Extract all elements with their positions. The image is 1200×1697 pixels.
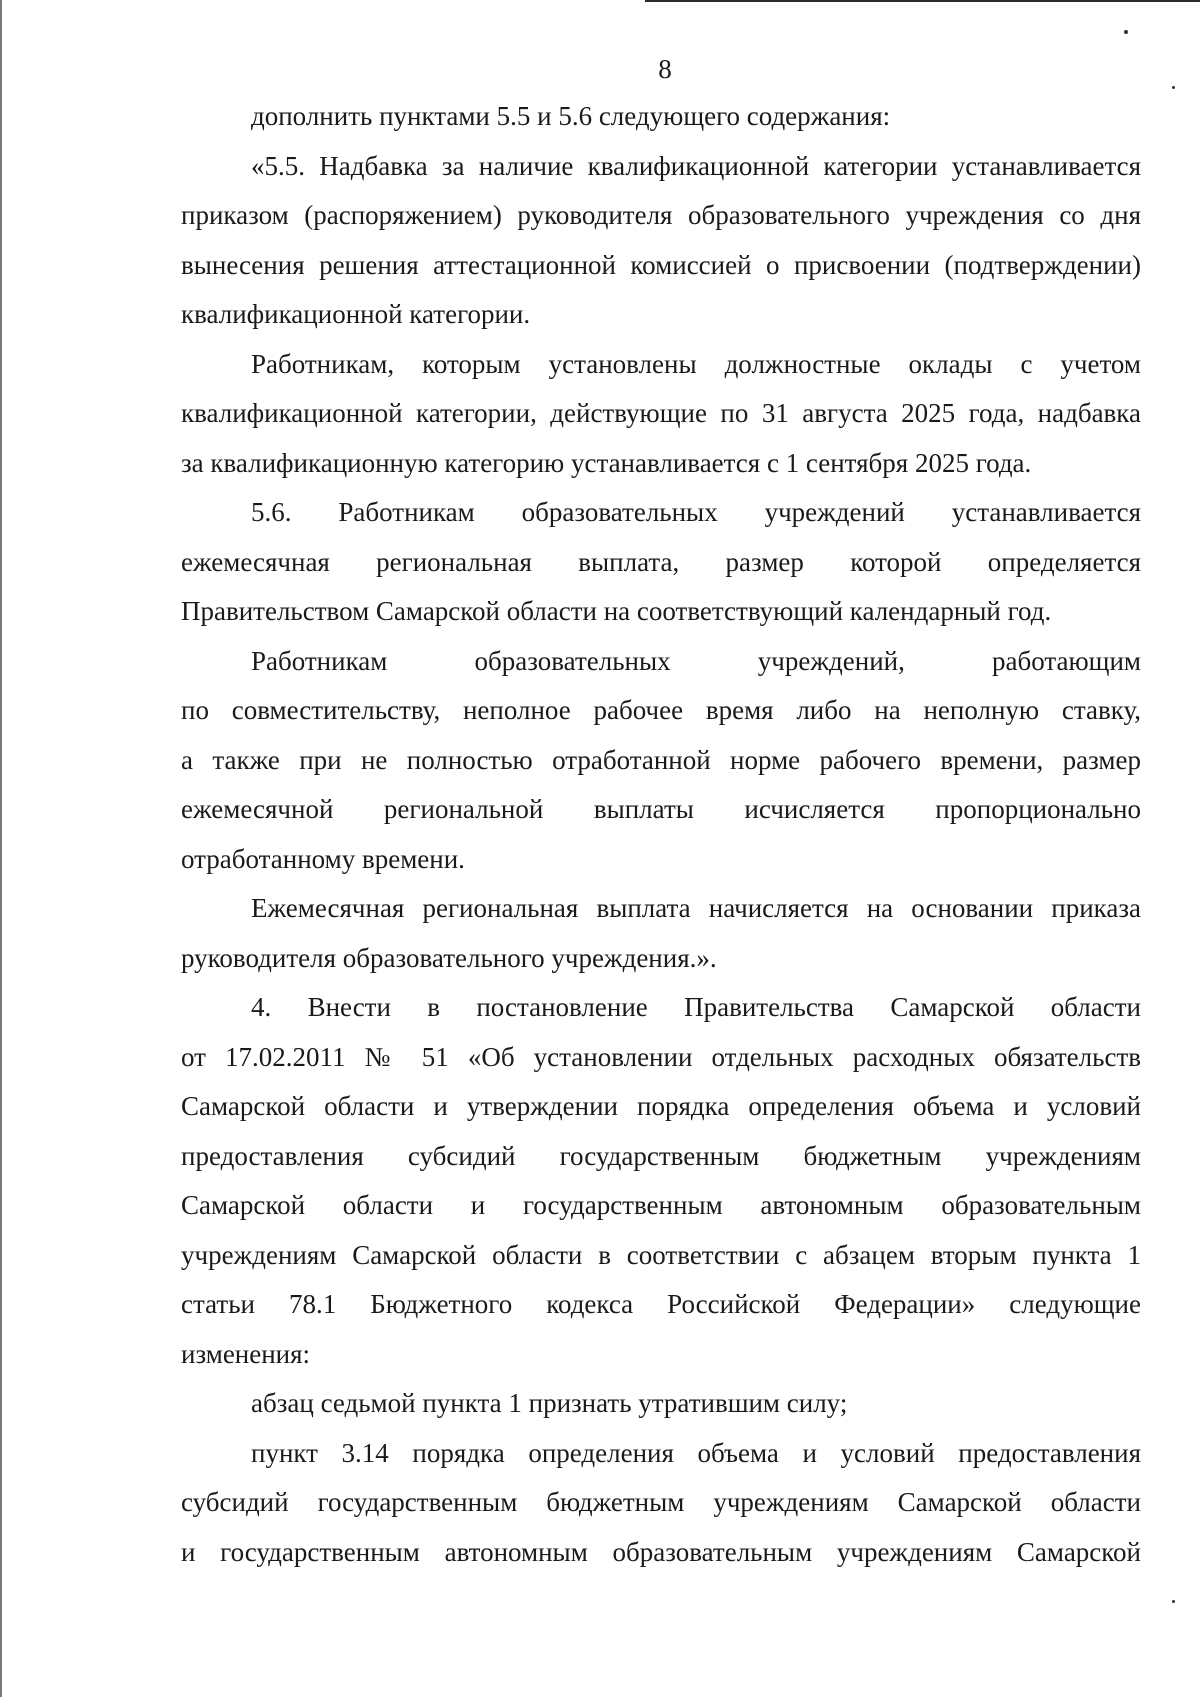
text-line: изменения: bbox=[181, 1338, 311, 1369]
text-line: предоставления субсидий государственным бюджетным учреждениям bbox=[181, 1140, 1141, 1171]
text-line: вынесения решения аттестационной комиссией о присвоении (подтверждении) bbox=[181, 249, 1141, 280]
text-line: «5.5. Надбавка за наличие квалификационной категории устанавливается bbox=[251, 150, 1141, 181]
text-line: субсидий государственным бюджетным учреждениям Самарской области bbox=[181, 1487, 1141, 1517]
scan-speck bbox=[1172, 1600, 1175, 1603]
text-line: Самарской области и утверждении порядка определения объема и условий bbox=[181, 1091, 1141, 1121]
text-line: ежемесячной региональной выплаты исчисляется пропорционально bbox=[181, 794, 1141, 824]
text-line: Ежемесячная региональная выплата начисляется на основании приказа bbox=[251, 893, 1141, 923]
text-line: приказом (распоряжением) руководителя образовательного учреждения со дня bbox=[181, 200, 1141, 230]
text-line: пункт 3.14 порядка определения объема и условий предоставления bbox=[251, 1437, 1141, 1468]
text-line: и государственным автономным образовательным учреждениям Самарской bbox=[181, 1536, 1141, 1567]
text-line: 4. Внести в постановление Правительства Самарской области bbox=[251, 992, 1141, 1022]
text-line: квалификационной категории, действующие по 31 августа 2025 года, надбавка bbox=[181, 398, 1141, 428]
text-line: ежемесячная региональная выплата, размер которой определяется bbox=[181, 546, 1141, 577]
top-rule bbox=[645, 0, 1200, 2]
text-line: дополнить пунктами 5.5 и 5.6 следующего содержания: bbox=[251, 101, 891, 131]
scan-speck bbox=[1172, 86, 1175, 89]
page-left-edge bbox=[0, 0, 2, 1697]
text-line: учреждениям Самарской области в соответствии с абзацем вторым пункта 1 bbox=[181, 1239, 1141, 1270]
text-line: а также при не полностью отработанной норме рабочего времени, размер bbox=[181, 744, 1141, 775]
text-line: Работникам образовательных учреждений, работающим bbox=[251, 645, 1141, 676]
scan-speck bbox=[1124, 30, 1128, 34]
text-line: от 17.02.2011 № 51 «Об установлении отдельных расходных обязательств bbox=[181, 1041, 1141, 1072]
text-line: Работникам, которым установлены должностные оклады с учетом bbox=[251, 348, 1141, 379]
text-line: Правительством Самарской области на соответствующий календарный год. bbox=[181, 596, 1052, 626]
text-line: Самарской области и государственным автономным образовательным bbox=[181, 1190, 1141, 1220]
text-line: руководителя образовательного учреждения.». bbox=[181, 942, 717, 973]
text-line: по совместительству, неполное рабочее время либо на неполную ставку, bbox=[181, 695, 1141, 725]
page-number: 8 bbox=[658, 54, 672, 84]
text-line: за квалификационную категорию устанавливается с 1 сентября 2025 года. bbox=[181, 447, 1032, 478]
text-line: квалификационной категории. bbox=[181, 299, 531, 329]
text-line: абзац седьмой пункта 1 признать утратившим силу; bbox=[251, 1388, 848, 1418]
text-line: статьи 78.1 Бюджетного кодекса Российской Федерации» следующие bbox=[181, 1289, 1141, 1319]
text-line: отработанному времени. bbox=[181, 843, 465, 874]
text-line: 5.6. Работникам образовательных учреждений устанавливается bbox=[251, 497, 1141, 527]
document-body bbox=[181, 92, 1141, 1577]
